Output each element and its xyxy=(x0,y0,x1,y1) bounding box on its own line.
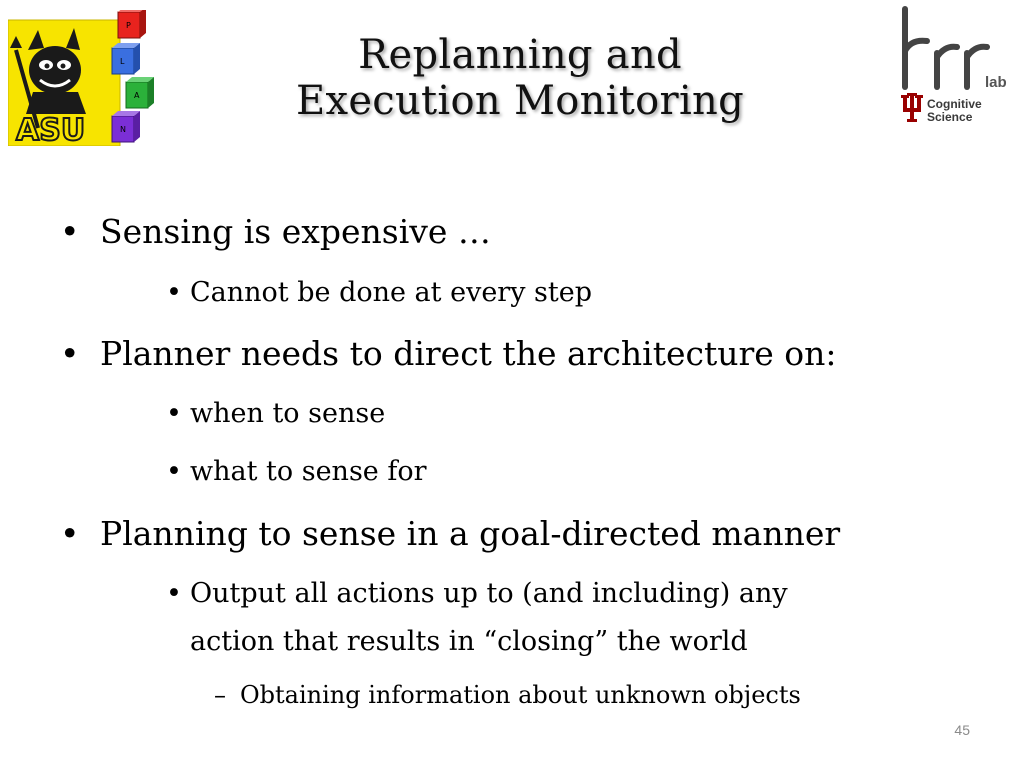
bullet-text: action that results in “closing” the world xyxy=(190,626,748,657)
bullet-text: what to sense for xyxy=(190,456,427,487)
svg-text:L: L xyxy=(120,57,125,66)
svg-text:lab: lab xyxy=(985,74,1007,91)
title-line-2: Execution Monitoring xyxy=(295,78,745,124)
bullet-marker: • xyxy=(60,212,80,251)
bullet-marker: – xyxy=(214,681,226,709)
bullet-marker: • xyxy=(166,456,182,487)
asu-lettering: ASU xyxy=(16,113,86,146)
science-text: Science xyxy=(927,110,973,124)
bullet-marker: • xyxy=(60,514,80,553)
bullet-marker: • xyxy=(60,334,80,373)
svg-text:P: P xyxy=(126,21,131,30)
slide-number: 45 xyxy=(954,722,970,738)
bullet-text: Output all actions up to (and including) any xyxy=(190,578,788,609)
bullet-marker: • xyxy=(166,578,182,609)
bullet-text: when to sense xyxy=(190,398,386,429)
bullet-text: Obtaining information about unknown objects xyxy=(240,681,801,709)
svg-text:A: A xyxy=(134,91,140,100)
bullet-text: Sensing is expensive … xyxy=(100,212,491,251)
bullet-marker: • xyxy=(166,398,182,429)
bullet-text: Planning to sense in a goal-directed manner xyxy=(100,514,841,553)
bullet-text: Cannot be done at every step xyxy=(190,277,593,308)
bullet-text: Planner needs to direct the architecture on: xyxy=(100,334,837,373)
cognitive-text: Cognitive xyxy=(927,97,982,111)
title-line-1: Replanning and xyxy=(358,32,682,78)
bullet-marker: • xyxy=(166,277,182,308)
svg-text:N: N xyxy=(120,125,126,134)
